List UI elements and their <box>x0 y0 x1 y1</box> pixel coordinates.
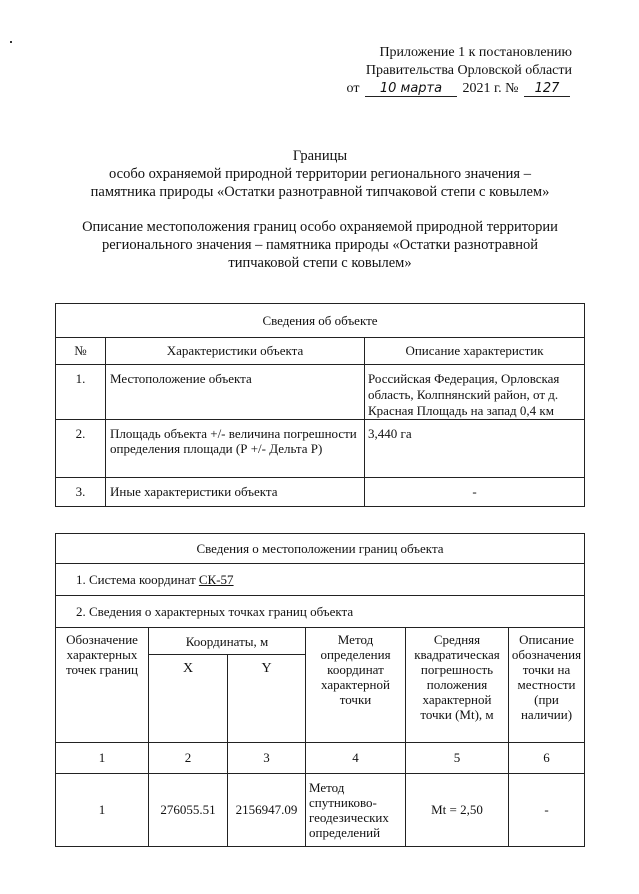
column-number: 4 <box>306 743 406 774</box>
coordinate-system-value: СК-57 <box>198 571 234 587</box>
description-line-1: Описание местоположения границ особо охраняемой природной территории <box>82 219 558 235</box>
header-marking: Описание обозначения точки на местности (при наличии) <box>509 628 585 743</box>
column-number: 5 <box>406 743 509 774</box>
header-method: Метод определения координат характерной точки <box>306 628 406 743</box>
boundary-table-caption: Сведения о местоположении границ объекта <box>56 534 585 564</box>
table-row <box>56 420 585 478</box>
appendix-line-1: Приложение 1 к постановлению <box>379 45 572 60</box>
point-method: Метод спутниково-геодезических определений <box>306 774 406 847</box>
column-number: 6 <box>509 743 585 774</box>
document-title <box>30 147 610 201</box>
appendix-line-3 <box>347 80 572 98</box>
row-number: 2. <box>56 420 106 478</box>
header-number: № <box>56 338 106 365</box>
description-line-2: регионального значения – памятника природы «Остатки разнотравной <box>102 237 538 253</box>
row-characteristic: Иные характеристики объекта <box>106 478 365 507</box>
handwritten-date: 10 марта <box>365 82 457 97</box>
header-point-designation: Обозначение характерных точек границ <box>56 628 149 743</box>
title-line-1: Границы <box>292 148 348 164</box>
appendix-from: от <box>346 81 360 96</box>
header-characteristic: Характеристики объекта <box>106 338 365 365</box>
table-row <box>56 774 585 847</box>
point-x: 276055.51 <box>149 774 228 847</box>
row-description: - <box>365 478 585 507</box>
points-section-label: 2. Сведения о характерных точках границ объекта <box>56 596 585 628</box>
header-accuracy: Средняя квадратическая погрешность положения характерной точки (Mt), м <box>406 628 509 743</box>
column-number: 2 <box>149 743 228 774</box>
appendix-year: 2021 г. № <box>462 81 519 96</box>
row-description: Российская Федерация, Орловская область, Колпнянский район, от д. Красная Площадь на запад 0,4 км <box>365 365 585 420</box>
table-row <box>56 365 585 420</box>
row-characteristic: Площадь объекта +/- величина погрешности определения площади (Р +/- Дельта Р) <box>106 420 365 478</box>
row-description: 3,440 га <box>365 420 585 478</box>
point-accuracy: Mt = 2,50 <box>406 774 509 847</box>
row-number: 3. <box>56 478 106 507</box>
description-heading <box>70 218 570 272</box>
title-line-2: особо охраняемой природной территории регионального значения – <box>109 166 531 182</box>
header-x: X <box>149 655 228 743</box>
table-row <box>56 478 585 507</box>
title-line-3: памятника природы «Остатки разнотравной типчаковой степи с ковылем» <box>90 184 550 200</box>
point-y: 2156947.09 <box>228 774 306 847</box>
object-table-caption: Сведения об объекте <box>56 304 585 338</box>
column-number: 3 <box>228 743 306 774</box>
row-number: 1. <box>56 365 106 420</box>
description-line-3: типчаковой степи с ковылем» <box>228 255 412 271</box>
handwritten-number: 127 <box>524 82 570 97</box>
coordinate-system-row <box>56 564 585 596</box>
point-id: 1 <box>56 774 149 847</box>
object-info-table <box>55 303 585 507</box>
appendix-header <box>347 44 572 98</box>
header-y: Y <box>228 655 306 743</box>
boundary-info-table <box>55 533 585 847</box>
header-coordinates: Координаты, м <box>149 628 306 655</box>
coordinate-system-label: 1. Система координат <box>76 571 196 587</box>
row-characteristic: Местоположение объекта <box>106 365 365 420</box>
scan-speck <box>10 41 12 43</box>
point-marking: - <box>509 774 585 847</box>
appendix-line-2: Правительства Орловской области <box>365 63 572 78</box>
header-description: Описание характеристик <box>365 338 585 365</box>
column-number: 1 <box>56 743 149 774</box>
